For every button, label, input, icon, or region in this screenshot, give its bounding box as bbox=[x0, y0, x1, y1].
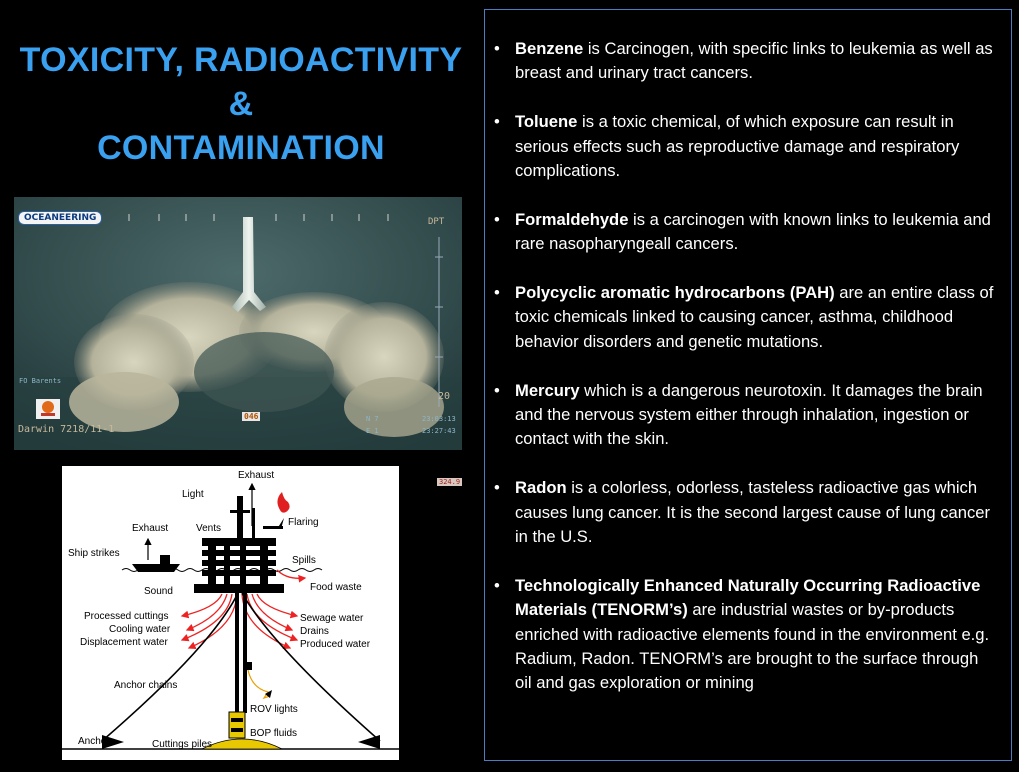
coord-e: E 1 bbox=[366, 427, 379, 435]
bullet-mercury bbox=[494, 379, 994, 452]
title-line-2: & bbox=[228, 85, 254, 123]
dpt-label: DPT bbox=[428, 217, 445, 227]
label-spills: Spills bbox=[292, 555, 316, 566]
label-anchors: Anchors bbox=[78, 736, 115, 747]
label-vents: Vents bbox=[196, 523, 222, 534]
bullet-term: Technologically Enhanced Naturally Occurring Radioactive Materials (TENORM’s) bbox=[515, 575, 981, 620]
bullet-text: is a colorless, odorless, tasteless radioactive gas which causes lung cancer. It is the second largest cause of lung cancer in the U.S. bbox=[515, 478, 991, 547]
oceaneering-logo: OCEANEERING bbox=[18, 211, 102, 225]
title-line-3: CONTAMINATION bbox=[97, 129, 385, 167]
toxicity-bullet-list bbox=[494, 37, 994, 720]
bullet-term: Polycyclic aromatic hydrocarbons (PAH) bbox=[515, 283, 835, 303]
label-anchor-chains: Anchor chains bbox=[114, 680, 178, 691]
label-rov-lights: ROV lights bbox=[250, 704, 298, 715]
label-exhaust-top: Exhaust bbox=[238, 470, 275, 481]
bullet-term: Mercury bbox=[515, 380, 580, 400]
title-line-1: TOXICITY, RADIOACTIVITY bbox=[19, 41, 463, 79]
slide-title bbox=[0, 38, 482, 170]
offshore-impacts-diagram bbox=[62, 466, 399, 760]
coord-n: N 7 bbox=[366, 415, 379, 423]
bullet-text: are industrial wastes or by-products enriched with radioactive elements found in the environment e.g. Radium, Radon. TENORM’s are brought to the surface through oil and gas exploration or mining bbox=[515, 600, 990, 693]
bullet-text: is a carcinogen with known links to leukemia and rare nasopharyngeall cancers. bbox=[515, 209, 991, 254]
bullet-benzene bbox=[494, 37, 994, 86]
label-bop-fluids: BOP fluids bbox=[250, 728, 298, 739]
time-1: 23:03:13 bbox=[422, 415, 456, 423]
seafloor-plume-image bbox=[14, 197, 462, 450]
bullet-tenorm bbox=[494, 574, 994, 696]
label-ship-strikes: Ship strikes bbox=[68, 548, 120, 559]
bullet-term: Formaldehyde bbox=[515, 209, 629, 229]
label-displacement-water: Displacement water bbox=[80, 637, 168, 648]
bullet-pah bbox=[494, 281, 994, 354]
label-sewage-water: Sewage water bbox=[300, 613, 364, 624]
label-food-waste: Food waste bbox=[310, 582, 362, 593]
label-light: Light bbox=[182, 489, 204, 500]
label-exhaust-left: Exhaust bbox=[132, 523, 169, 534]
time-2: 23:27:43 bbox=[422, 427, 456, 435]
label-produced-water: Produced water bbox=[300, 639, 371, 650]
offshore-platform-svg bbox=[62, 466, 399, 760]
label-sound: Sound bbox=[144, 586, 173, 597]
scale-20: 20 bbox=[438, 391, 451, 402]
bullet-text: are an entire class of toxic chemicals linked to causing cancer, asthma, childhood behavior disorders and genetic mutations. bbox=[515, 283, 994, 351]
label-flaring: Flaring bbox=[288, 517, 319, 528]
bullet-toluene bbox=[494, 110, 994, 183]
label-drains: Drains bbox=[300, 626, 329, 637]
label-cuttings-piles: Cuttings piles bbox=[152, 739, 213, 750]
label-cooling-water: Cooling water bbox=[109, 624, 171, 635]
bullet-term: Toluene bbox=[515, 112, 578, 132]
bullet-term: Benzene bbox=[515, 39, 584, 58]
vehicle-label: Darwin 7218/11-1 bbox=[18, 424, 115, 435]
heading-readout: 046 bbox=[244, 412, 259, 421]
bullet-text: is Carcinogen, with specific links to leukemia as well as breast and urinary tract cancers. bbox=[515, 39, 993, 83]
bullet-text: is a toxic chemical, of which exposure can result in serious effects such as reproductive damage and respiratory complications. bbox=[515, 112, 960, 181]
bullet-term: Radon bbox=[515, 478, 567, 498]
bullet-radon bbox=[494, 476, 994, 549]
bullet-formaldehyde bbox=[494, 208, 994, 257]
bullet-text: which is a dangerous neurotoxin. It damages the brain and the nervous system either through inhalation, ingestion or contact with the skin. bbox=[515, 380, 983, 449]
label-processed-cuttings: Processed cuttings bbox=[84, 611, 169, 622]
barents-label: FO Barents bbox=[19, 377, 62, 385]
depth-readout: 324.9 bbox=[439, 478, 461, 486]
